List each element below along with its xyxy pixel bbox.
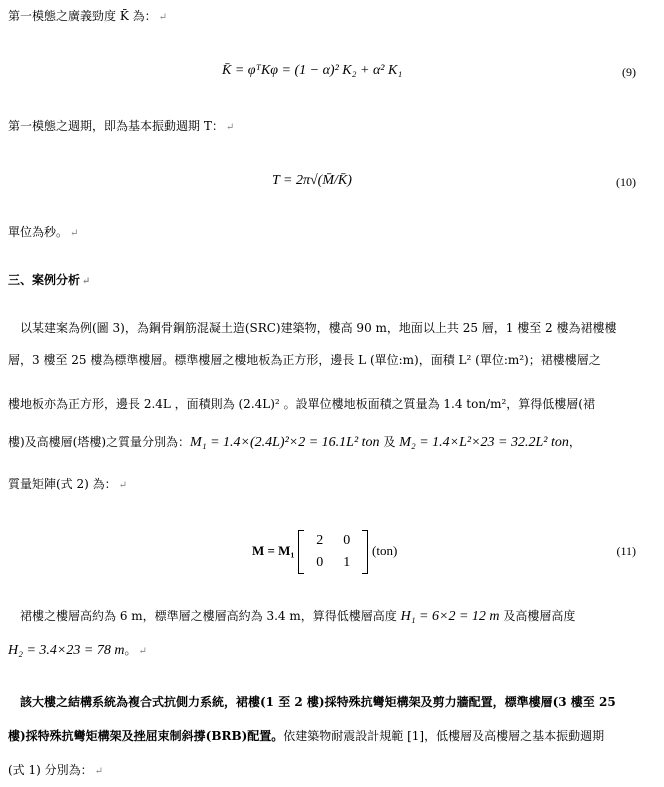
equation-9: K̄ = φᵀKφ = (1 − α)² K₂ + α² K₁ [222, 63, 403, 78]
paragraph-mark-icon: ↵ [82, 276, 91, 287]
paragraph-mark-icon: ↵ [225, 122, 235, 133]
matrix-cell: 0 [316, 554, 324, 570]
paragraph-mark-icon: ↵ [94, 766, 104, 777]
paragraph-1-line-4: 樓)及高樓層(塔樓)之質量分別為：M₁ = 1.4×(2.4L)²×2 = 16.1L² ton 及 M₂ = 1.4×L²×23 = 32.2L² ton， [8, 435, 581, 450]
text-line-fundamental-period: 第一模態之週期，即為基本振動週期 T： ↵ [8, 119, 235, 133]
section-heading-case-study: 三、案例分析 ↵ [8, 273, 91, 287]
mass-matrix [298, 530, 368, 574]
paragraph-2-line-1: 裙樓之樓層高約為 6 m，標準層之樓層高約為 3.4 m，算得低樓層高度 H₁ = 6×2 = 12 m 及高樓層高度 [20, 609, 576, 624]
text-line-units: 單位為秒。 ↵ [8, 225, 79, 239]
equation-10-number: (10) [616, 175, 636, 189]
paragraph-2-line-2: H₂ = 3.4×23 = 78 m。 ↵ [8, 643, 147, 658]
paragraph-3-line-2: 樓)採特殊抗彎矩構架及挫屈束制斜撐(BRB)配置。依建築物耐震設計規範 [1]，低樓層及高樓層之基本振動週期 [8, 729, 605, 743]
paragraph-3-line-1: 該大樓之結構系統為複合式抗側力系統，裙樓(1 至 2 樓)採特殊抗彎矩構架及剪力牆配置，標準樓層(3 樓至 25 [20, 695, 616, 709]
paragraph-mark-icon: ↵ [118, 480, 128, 491]
matrix-cell: 1 [343, 554, 351, 570]
text-line-generalized-stiffness: 第一模態之廣義勁度 K̄ 為： ↵ [8, 9, 167, 23]
paragraph-mark-icon: ↵ [70, 228, 79, 239]
paragraph-1-line-3: 樓地板亦為正方形，邊長 2.4L ，面積則為 (2.4L)² 。設單位樓地板面積之質量為 1.4 ton/m²，算得低樓層(裙 [8, 397, 595, 411]
matrix-cell: 0 [343, 532, 351, 548]
paragraph-mark-icon: ↵ [138, 646, 147, 657]
equation-11-number: (11) [616, 544, 636, 558]
paragraph-3-line-3: (式 1) 分別為： ↵ [8, 763, 104, 777]
matrix-cell: 2 [316, 532, 324, 548]
paragraph-1-line-1: 以某建案為例(圖 3)，為鋼骨鋼筋混凝土造(SRC)建築物，樓高 90 m，地面以上共 25 層，1 樓至 2 樓為裙樓樓 [20, 321, 617, 335]
equation-9-number: (9) [622, 65, 636, 79]
paragraph-1-line-5: 質量矩陣(式 2) 為： ↵ [8, 477, 128, 491]
equation-11: M = M₁ 2 0 0 1 (ton) [252, 528, 397, 574]
paragraph-mark-icon: ↵ [158, 12, 167, 23]
paragraph-1-line-2: 層，3 樓至 25 樓為標準樓層。標準樓層之樓地板為正方形，邊長 L (單位:m)，面積 L² (單位:m²)；裙樓樓層之 [8, 353, 601, 367]
equation-10: T = 2π√(M̄/K̄) [272, 173, 352, 188]
